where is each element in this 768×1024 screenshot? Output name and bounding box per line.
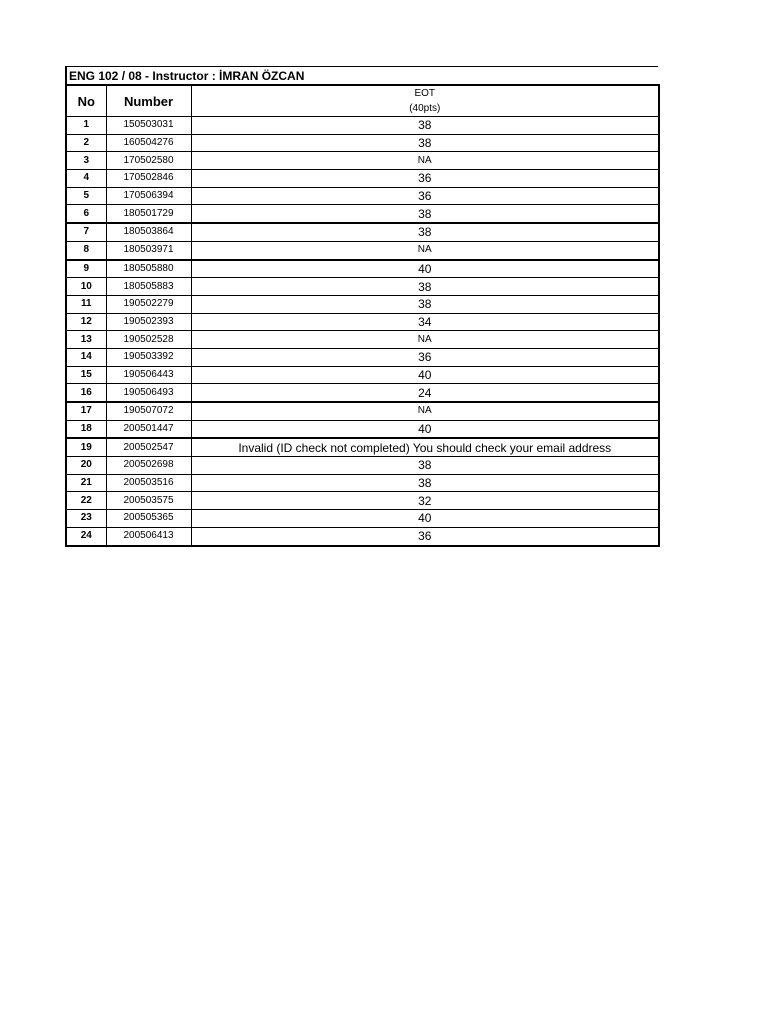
table-row [66, 152, 659, 170]
row-student-number: 180505883 [106, 278, 191, 296]
row-no: 14 [66, 348, 106, 366]
row-student-number: 200501447 [106, 420, 191, 438]
row-no: 22 [66, 492, 106, 510]
row-eot-score: 38 [191, 117, 659, 135]
row-student-number: 170506394 [106, 187, 191, 205]
row-no: 9 [66, 260, 106, 278]
row-student-number: 180505880 [106, 260, 191, 278]
table-row [66, 348, 659, 366]
row-eot-score: 36 [191, 170, 659, 188]
table-row [66, 492, 659, 510]
row-eot-score: 40 [191, 510, 659, 528]
sheet-title: ENG 102 / 08 - Instructor : İMRAN ÖZCAN [65, 66, 658, 84]
header-eot-points: (40pts) [409, 103, 441, 114]
row-student-number: 180503864 [106, 223, 191, 241]
table-row [66, 474, 659, 492]
row-no: 5 [66, 187, 106, 205]
row-eot-score: NA [191, 402, 659, 420]
row-student-number: 190506443 [106, 366, 191, 384]
table-row [66, 313, 659, 331]
table-row [66, 366, 659, 384]
score-table [65, 84, 660, 547]
row-eot-score: 38 [191, 134, 659, 152]
table-body [66, 117, 659, 546]
row-no: 4 [66, 170, 106, 188]
row-no: 8 [66, 241, 106, 259]
row-no: 6 [66, 205, 106, 223]
row-student-number: 180503971 [106, 241, 191, 259]
row-no: 3 [66, 152, 106, 170]
row-student-number: 200503575 [106, 492, 191, 510]
row-eot-score: 40 [191, 420, 659, 438]
table-row [66, 117, 659, 135]
table-row [66, 134, 659, 152]
row-eot-score: 34 [191, 313, 659, 331]
row-student-number: 200502547 [106, 438, 191, 456]
table-row [66, 438, 659, 456]
table-row [66, 170, 659, 188]
row-student-number: 200506413 [106, 527, 191, 545]
row-eot-score: NA [191, 152, 659, 170]
row-eot-score: 38 [191, 474, 659, 492]
header-row [66, 85, 659, 117]
row-eot-score: 38 [191, 278, 659, 296]
row-eot-score: NA [191, 331, 659, 349]
row-eot-score: 36 [191, 348, 659, 366]
table-row [66, 223, 659, 241]
row-no: 19 [66, 438, 106, 456]
row-eot-score: 24 [191, 384, 659, 402]
header-eot [191, 85, 659, 117]
row-eot-score: 38 [191, 205, 659, 223]
row-no: 13 [66, 331, 106, 349]
row-no: 11 [66, 295, 106, 313]
row-student-number: 190502393 [106, 313, 191, 331]
row-eot-score: Invalid (ID check not completed) You should check your email address [191, 438, 659, 456]
row-no: 15 [66, 366, 106, 384]
row-student-number: 170502846 [106, 170, 191, 188]
row-student-number: 180501729 [106, 205, 191, 223]
row-no: 20 [66, 457, 106, 475]
row-eot-score: 36 [191, 187, 659, 205]
row-no: 7 [66, 223, 106, 241]
row-student-number: 150503031 [106, 117, 191, 135]
table-row [66, 187, 659, 205]
row-student-number: 170502580 [106, 152, 191, 170]
table-row [66, 260, 659, 278]
table-row [66, 384, 659, 402]
row-no: 23 [66, 510, 106, 528]
row-student-number: 200502698 [106, 457, 191, 475]
row-eot-score: 40 [191, 366, 659, 384]
table-row [66, 457, 659, 475]
row-no: 1 [66, 117, 106, 135]
row-student-number: 160504276 [106, 134, 191, 152]
header-no: No [66, 85, 106, 117]
row-eot-score: 36 [191, 527, 659, 545]
row-student-number: 200505365 [106, 510, 191, 528]
table-row [66, 527, 659, 545]
header-number: Number [106, 85, 191, 117]
row-no: 12 [66, 313, 106, 331]
score-sheet [65, 66, 658, 547]
table-row [66, 510, 659, 528]
row-no: 24 [66, 527, 106, 545]
row-no: 16 [66, 384, 106, 402]
table-row [66, 295, 659, 313]
table-row [66, 205, 659, 223]
row-eot-score: 32 [191, 492, 659, 510]
row-no: 18 [66, 420, 106, 438]
row-student-number: 200503516 [106, 474, 191, 492]
row-student-number: 190503392 [106, 348, 191, 366]
row-student-number: 190507072 [106, 402, 191, 420]
row-eot-score: 40 [191, 260, 659, 278]
row-eot-score: 38 [191, 457, 659, 475]
row-student-number: 190502528 [106, 331, 191, 349]
header-eot-label: EOT [414, 88, 436, 99]
table-row [66, 331, 659, 349]
row-no: 10 [66, 278, 106, 296]
row-student-number: 190506493 [106, 384, 191, 402]
row-no: 2 [66, 134, 106, 152]
table-row [66, 278, 659, 296]
row-eot-score: 38 [191, 223, 659, 241]
row-no: 21 [66, 474, 106, 492]
row-eot-score: 38 [191, 295, 659, 313]
table-row [66, 241, 659, 259]
row-student-number: 190502279 [106, 295, 191, 313]
table-row [66, 402, 659, 420]
table-row [66, 420, 659, 438]
row-eot-score: NA [191, 241, 659, 259]
row-no: 17 [66, 402, 106, 420]
